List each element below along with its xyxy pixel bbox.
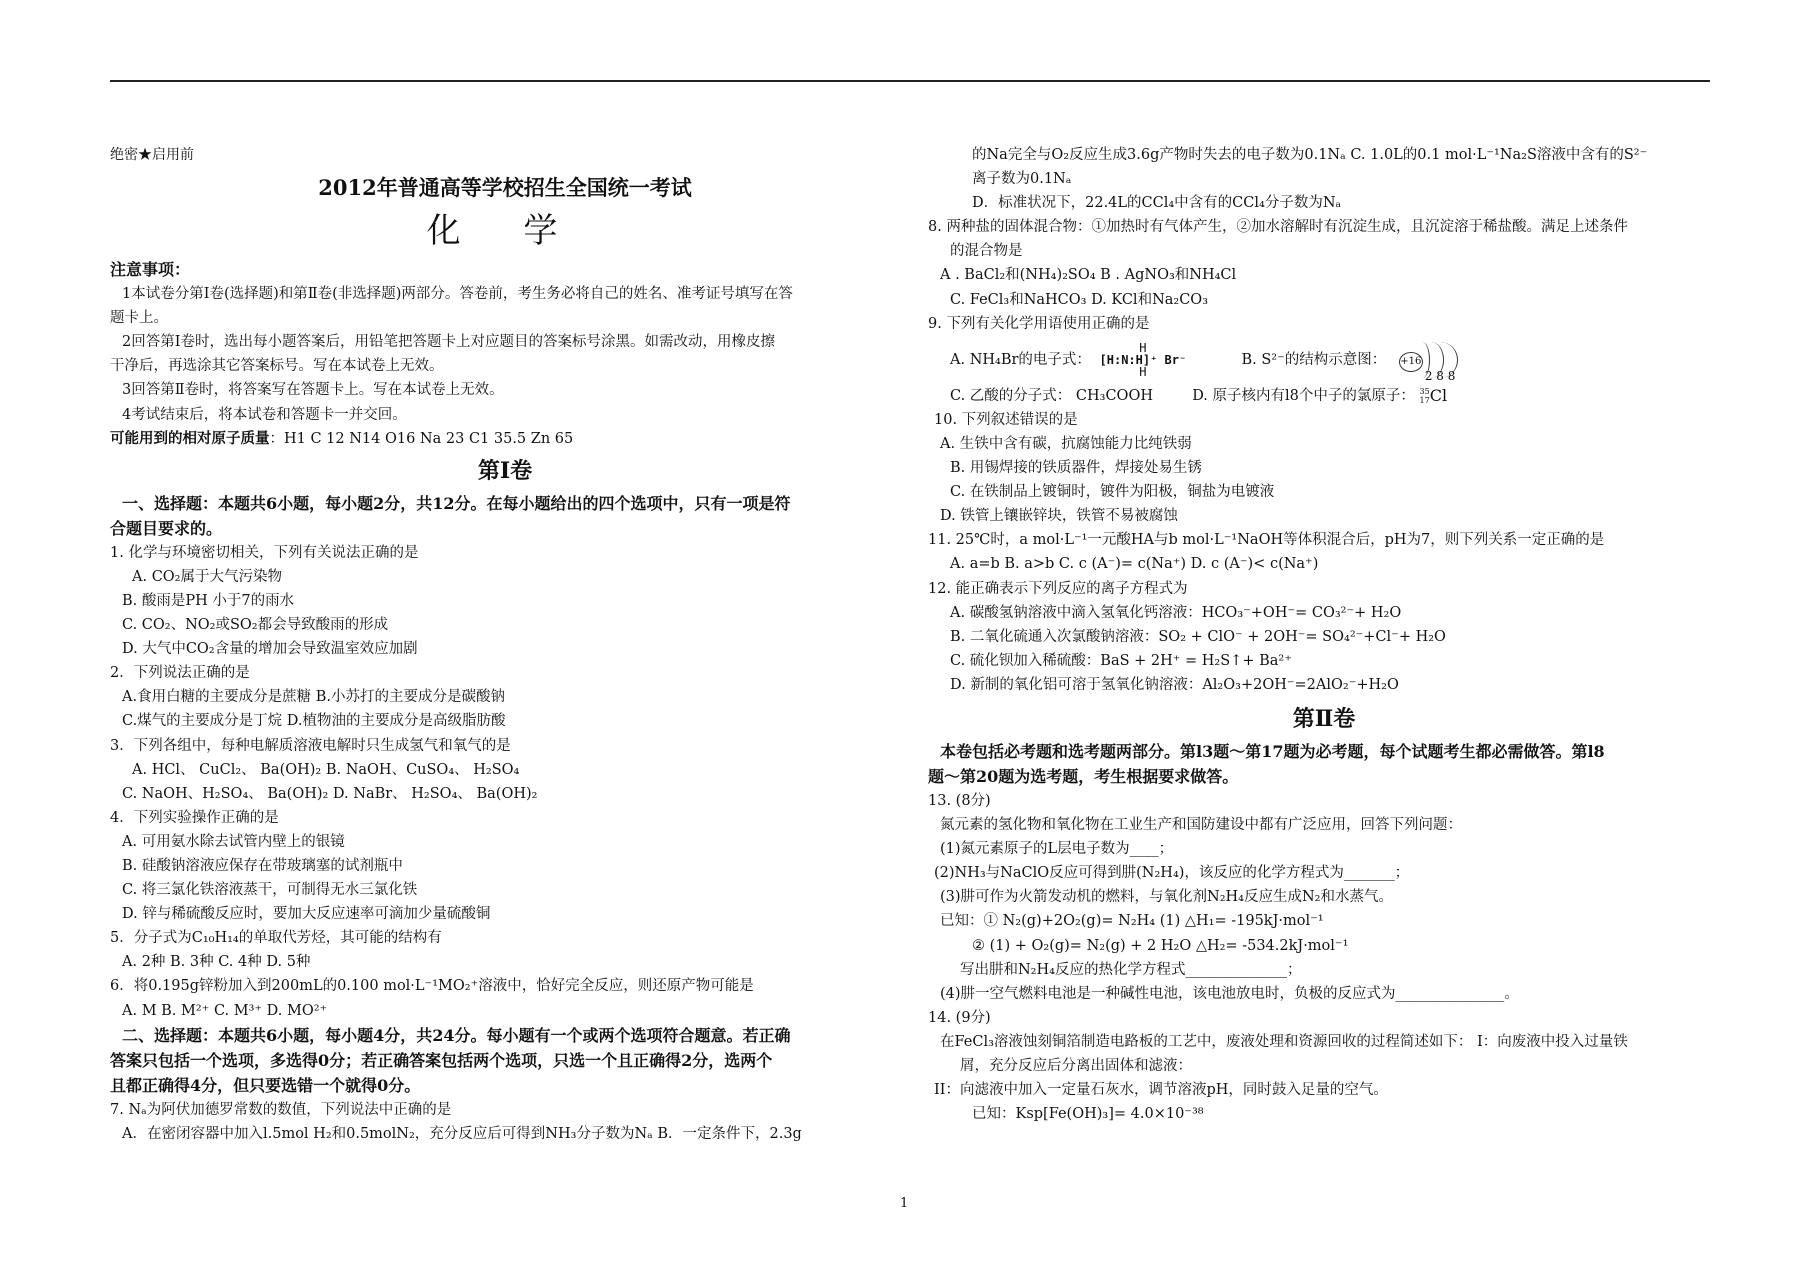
q1-option-c: C. CO₂、NO₂或SO₂都会导致酸雨的形成 [122,617,389,634]
atomic-mass-values: ：H1 C 12 N14 O16 Na 23 C1 35.5 Zn 65 [269,430,574,447]
note-4: 4考试结束后，将本试卷和答题卡一并交回。 [122,406,407,423]
q10-option-c: C. 在铁制品上镀铜时，镀件为阳极，铜盐为电镀液 [950,484,1275,501]
note-3: 3回答第Ⅱ卷时，将答案写在答题卡上。写在本试卷上无效。 [122,382,504,399]
q4-option-d: D. 锌与稀硫酸反应时，要加大反应速率可滴加少量硫酸铜 [122,906,491,923]
q14-intro: 在FeCl₃溶液蚀刻铜箔制造电路板的工艺中，废液处理和资源回收的过程简述如下： I：向废液中投入过量铁 [940,1033,1628,1050]
isotope-symbol: Cl [1429,385,1448,405]
note-1b: 题卡上。 [110,310,168,327]
part2-intro-a: 本卷包括必考题和选考题两部分。第l3题～第17题为必考题，每个试题考生都必需做答。第l8 [940,742,1605,762]
notes-heading: 注意事项： [110,260,191,280]
s2-structure-diagram [1399,342,1461,383]
q13-heading: 13. (8分) [928,793,991,810]
q10-option-a: A. 生铁中含有碳，抗腐蚀能力比纯铁弱 [940,435,1192,452]
q10-stem: 10. 下列叙述错误的是 [934,411,1078,428]
q13-write: 写出肼和N₂H₄反应的热化学方程式______________； [960,961,1302,978]
q7-option-b-cont: 的Na完全与O₂反应生成3.6g产物时失去的电子数为0.1Nₐ C. 1.0L的0.1 mol·L⁻¹Na₂S溶液中含有的S²⁻ [972,147,1648,163]
note-2b: 干净后，再选涂其它答案标号。写在本试卷上无效。 [110,358,444,375]
q2-options-ab: A.食用白糖的主要成分是蔗糖 B.小苏打的主要成分是碳酸钠 [122,689,505,706]
part2-heading: 第Ⅱ卷 [1292,706,1356,733]
q9-option-c: C. 乙酸的分子式： CH₃COOH [950,387,1153,404]
q2-options-cd: C.煤气的主要成分是丁烷 D.植物油的主要成分是高级脂肪酸 [122,713,506,730]
q13-part1: (1)氮元素原子的L层电子数为____； [940,841,1174,858]
q8-options-cd: C. FeCl₃和NaHCO₃ D. KCl和Na₂CO₃ [950,291,1209,308]
note-2a: 2回答第Ⅰ卷时，选出每小题答案后，用铅笔把答题卡上对应题目的答案标号涂黑。如需改动，用橡皮擦 [122,334,775,351]
q4-stem: 4．下列实验操作正确的是 [110,809,279,826]
q7-option-d: D．标准状况下，22.4L的CCl₄中含有的CCl₄分子数为Nₐ [972,195,1342,212]
q10-option-b: B. 用锡焊接的铁质器件，焊接处易生锈 [950,460,1202,477]
q7-option-b-cont2: 离子数为0.1Nₐ [972,171,1072,188]
q12-option-d: D. 新制的氧化铝可溶于氢氧化钠溶液：Al₂O₃+2OH⁻=2AlO₂⁻+H₂O [950,676,1399,693]
q1-stem: 1. 化学与环境密切相关，下列有关说法正确的是 [110,544,419,561]
q3-options-ab: A. HCl、 CuCl₂、 Ba(OH)₂ B. NaOH、CuSO₄、 H₂SO₄ [132,761,520,778]
section1-line-a: 一、选择题：本题共6小题，每小题2分，共12分。在每小题给出的四个选项中，只有一项是符 [122,493,791,513]
atomic-mass-line [110,427,900,451]
note-1a: 1本试卷分第Ⅰ卷(选择题)和第Ⅱ卷(非选择题)两部分。答卷前，考生务必将自己的姓名、准考证号填写在答 [122,286,793,303]
section2-line-a: 二、选择题：本题共6小题，每小题4分，共24分。每小题有一个或两个选项符合题意。若正确 [122,1025,791,1045]
section2-line-b: 答案只包括一个选项，多选得0分；若正确答案包括两个选项，只选一个且正确得2分，选两个 [110,1050,773,1070]
q13-part4: (4)肼一空气燃料电池是一种碱性电池，该电池放电时，负极的反应式为_______________。 [940,985,1519,1002]
q3-options-cd: C. NaOH、H₂SO₄、 Ba(OH)₂ D. NaBr、 H₂SO₄、 Ba(OH)₂ [122,785,538,802]
top-rule [110,80,1710,82]
q9-stem: 9. 下列有关化学用语使用正确的是 [928,315,1150,332]
struct-bottom-h: H [1139,364,1147,379]
q4-option-b: B. 硅酸钠溶液应保存在带玻璃塞的试剂瓶中 [122,857,403,874]
q9-options-cd [928,384,1720,408]
part1-heading: 第Ⅰ卷 [477,457,533,484]
page-number: 1 [900,1196,909,1211]
q13-known-2: ② (1) + O₂(g)= N₂(g) + 2 H₂O △H₂= -534.2kJ·mol⁻¹ [972,937,1349,954]
q14-known: 已知：Ksp[Fe(OH)₃]= 4.0×10⁻³⁸ [972,1106,1204,1123]
left-column [110,143,900,1146]
q8-stem: 8. 两种盐的固体混合物：①加热时有气体产生，②加水溶解时有沉淀生成，且沉淀溶于稀盐酸。满足上述条件 [928,219,1628,236]
isotope-mass: 35 [1419,387,1430,397]
q1-option-d: D. 大气中CO₂含量的增加会导致温室效应加剧 [122,641,418,658]
q1-option-b: B. 酸雨是PH 小于7的雨水 [122,592,295,609]
q8-options-ab: A . BaCl₂和(NH₄)₂SO₄ B . AgNO₃和NH₄Cl [940,267,1237,284]
right-column [928,143,1720,1126]
q5-options: A. 2种 B. 3种 C. 4种 D. 5种 [122,954,311,971]
q12-option-a: A. 碳酸氢钠溶液中滴入氢氧化钙溶液：HCO₃⁻+OH⁻= CO₃²⁻+ H₂O [950,604,1402,621]
q4-option-a: A. 可用氨水除去试管内壁上的银镜 [122,833,345,850]
q12-option-c: C. 硫化钡加入稀硫酸：BaS + 2H⁺ = H₂S↑+ Ba²⁺ [950,652,1292,669]
q6-options: A. M B. M²⁺ C. M³⁺ D. MO²⁺ [122,1002,328,1019]
q8-stem-b: 的混合物是 [950,243,1023,260]
section2-line-c: 且都正确得4分，但只要选错一个就得0分。 [110,1075,421,1095]
q4-option-c: C. 将三氯化铁溶液蒸干，可制得无水三氯化铁 [122,882,418,899]
q9-option-b: B. S²⁻的结构示意图： [1241,351,1387,368]
nh4br-electron-formula [1100,342,1187,378]
q14-heading: 14. (9分) [928,1009,991,1026]
q12-option-b: B. 二氧化硫通入次氯酸钠溶液：SO₂ + ClO⁻ + 2OH⁻= SO₄²⁻+Cl⁻+ H₂O [950,628,1446,645]
atomic-mass-label: 可能用到的相对原子质量 [110,429,270,447]
subject-title: 化 学 [426,211,584,252]
q10-option-d: D. 铁管上镶嵌锌块，铁管不易被腐蚀 [940,508,1178,525]
q13-part2: (2)NH₃与NaClO反应可得到肼(N₂H₄)，该反应的化学方程式为_______； [934,865,1410,882]
q2-stem: 2．下列说法正确的是 [110,665,250,682]
q11-options: A. a=b B. a>b C. c (A⁻)= c(Na⁺) D. c (A⁻)< c(Na⁺) [950,556,1319,573]
q9-options-ab [928,336,1720,384]
q6-stem: 6．将0.195g锌粉加入到200mL的0.100 mol·L⁻¹MO₂⁺溶液中，恰好完全反应，则还原产物可能是 [110,978,754,995]
q11-stem: 11. 25℃时，a mol·L⁻¹一元酸HA与b mol·L⁻¹NaOH等体积混合后，pH为7，则下列关系一定正确的是 [928,532,1605,549]
q9-option-d: D. 原子核内有l8个中子的氯原子： [1192,387,1415,404]
shell-electrons: 2 8 8 [1424,368,1456,383]
q3-stem: 3．下列各组中，每种电解质溶液电解时只生成氢气和氧气的是 [110,737,511,754]
struct-top-h: H [1139,340,1147,355]
nucleus-circle: +16 [1399,352,1423,372]
isotope-number: 17 [1419,396,1430,406]
exam-title: 2012年普通高等学校招生全国统一考试 [318,175,692,201]
q12-stem: 12. 能正确表示下列反应的离子方程式为 [928,580,1188,597]
q1-option-a: A. CO₂属于大气污染物 [132,568,282,585]
q14-intro-2: 屑，充分反应后分离出固体和滤液： [960,1058,1192,1075]
secret-label: 绝密★启用前 [110,147,194,163]
q9-option-a: A. NH₄Br的电子式： [950,351,1091,368]
q14-step-2: II：向滤液中加入一定量石灰水，调节溶液pH，同时鼓入足量的空气。 [934,1082,1388,1099]
part2-intro-b: 题～第20题为选考题，考生根据要求做答。 [928,767,1239,787]
struct-middle: [H:N:H]⁺ Br⁻ [1099,352,1187,367]
q7-option-a: A．在密闭容器中加入l.5mol H₂和0.5molN₂，充分反应后可得到NH₃分子数为Nₐ B．一定条件下，2.3g [122,1125,802,1142]
q13-intro: 氮元素的氢化物和氧化物在工业生产和国防建设中都有广泛应用，回答下列问题： [940,817,1462,834]
q13-part3: (3)肼可作为火箭发动机的燃料，与氧化剂N₂H₄反应生成N₂和水蒸气。 [940,889,1393,906]
section1-line-b: 合题目要求的。 [110,518,223,538]
q5-stem: 5．分子式为C₁₀H₁₄的单取代芳烃，其可能的结构有 [110,930,442,947]
q13-known-1: 已知：① N₂(g)+2O₂(g)= N₂H₄ (1) △H₁= -195kJ·mol⁻¹ [940,913,1324,930]
q7-stem: 7. Nₐ为阿伏加德罗常数的数值，下列说法中正确的是 [110,1101,452,1118]
